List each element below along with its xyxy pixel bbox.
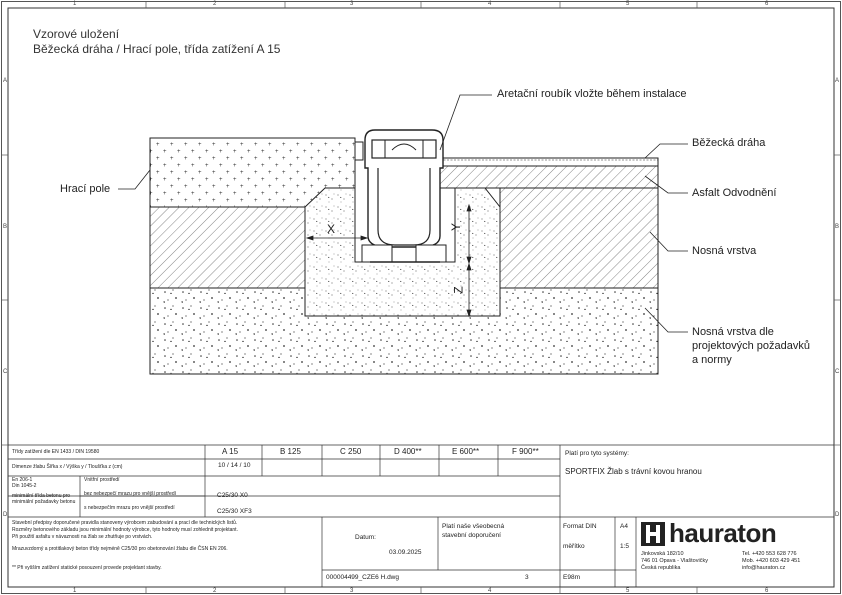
grid-row-d: D (3, 512, 8, 518)
grid-col-5: 5 (626, 1, 630, 7)
load-class-c250: C 250 (340, 447, 362, 456)
grid-col-2-bottom: 2 (213, 588, 217, 594)
hauraton-logo-mark (641, 522, 665, 546)
beton-row-b: bez nebezpečí mrazu pro vnější prostředí (84, 491, 176, 497)
load-class-a15: A 15 (222, 447, 239, 456)
beton-value-2: C25/30 XF3 (217, 508, 252, 515)
callout-base-layer: Nosná vrstva (692, 245, 757, 257)
grid-row-c: C (3, 369, 8, 375)
grid-row-c-right: C (835, 369, 840, 375)
grid-col-3-bottom: 3 (350, 588, 354, 594)
grid-col-1: 1 (73, 1, 77, 7)
dims-row-label: Dimenze žlabu Šířka x / Výška y / Tloušťka z (cm) (12, 464, 123, 470)
date-label: Datum: (355, 534, 376, 541)
beton-value-1: C25/30 X0 (217, 492, 248, 499)
date-value: 03.09.2025 (389, 549, 422, 556)
note-1: Stavební předpisy doporučené pravidla stanoveny výrobcem zabudování a prací dle technických listů. (12, 520, 238, 526)
grid-col-4: 4 (488, 1, 492, 7)
note-5: ** Při vyšším zatížení statické posouzení provede projektant stavby. (12, 565, 162, 571)
recommendation-line2: stavební doporučení (442, 532, 501, 539)
grid-row-a: A (3, 78, 8, 84)
grid-col-4-bottom: 4 (488, 588, 492, 594)
drawing-title-line2: Běžecká dráha / Hrací pole, třída zatížení A 15 (33, 42, 281, 56)
callout-base-project-3: a normy (692, 354, 732, 366)
load-class-f900: F 900** (512, 447, 539, 456)
format-label: Format DIN (563, 523, 597, 530)
sheet-number: 3 (525, 574, 529, 581)
grid-col-6-bottom: 6 (765, 588, 769, 594)
grid-col-6: 6 (765, 1, 769, 7)
brand-name: hauraton (669, 518, 777, 548)
scale-label: měřítko (563, 543, 585, 550)
grid-col-3: 3 (350, 1, 354, 7)
recommendation-line1: Platí naše všeobecná (442, 523, 505, 530)
contact-email: info@hauraton.cz (742, 565, 786, 571)
load-class-d400: D 400** (394, 447, 422, 456)
drawing-title-line1: Vzorové uložení (33, 27, 120, 41)
callout-locking-pin: Aretační roubík vložte během instalace (497, 88, 687, 100)
beton-label-2: Din 1045-2 (12, 483, 37, 489)
load-class-e600: E 600** (452, 447, 480, 456)
beton-label-4: minimální požadavky betonu (12, 499, 76, 505)
load-class-b125: B 125 (280, 447, 301, 456)
drawing-file: 000004499_CZE6 H.dwg (326, 574, 399, 581)
dims-row-value: 10 / 14 / 10 (218, 462, 251, 469)
system-name: SPORTFIX Žlab s trávní kovou hranou (565, 467, 702, 476)
beton-label-1: En 206-1 (12, 477, 33, 483)
address-line2: 746 01 Opava - Vlaštovičky (641, 558, 708, 564)
dimension-x: X (327, 222, 336, 236)
running-track-surface (440, 158, 658, 166)
grid-col-2: 2 (213, 1, 217, 7)
dimension-y: Y (449, 222, 464, 232)
grid-row-b: B (3, 224, 8, 230)
callout-base-project-2: projektových požadavků (692, 340, 811, 352)
load-class-row-label: Třídy zatížení dle EN 1433 / DIN 19580 (12, 449, 100, 455)
contact-mobile: Mob. +420 603 429 451 (742, 558, 801, 564)
address-line1: Jinkovská 182/10 (641, 551, 684, 557)
beton-row-c: s nebezpečím mrazu pro vnější prostředí (84, 505, 175, 511)
beton-label-3: minimální třída betonu pro (12, 493, 71, 499)
channel-body (355, 130, 446, 262)
scale-value: 1:5 (620, 543, 630, 550)
base-layer-right (500, 188, 658, 288)
format-value: A4 (620, 523, 628, 530)
note-2: Rozměry betonového základu jsou minimální hodnoty výrobce, tyto hodnoty musí zohlednit projektant. (12, 527, 238, 533)
callout-base-project-1: Nosná vrstva dle (692, 326, 774, 338)
asphalt-layer (440, 166, 658, 188)
grid-row-b-right: B (835, 224, 840, 230)
beton-row-a: Vnitřní prostředí (84, 477, 120, 483)
grid-col-1-bottom: 1 (73, 588, 77, 594)
address-line3: Česká republika (641, 565, 681, 571)
contact-phone: Tel. +420 553 628 776 (742, 551, 797, 557)
grid-row-d-right: D (835, 512, 840, 518)
grid-row-a-right: A (835, 78, 840, 84)
dimension-z: Z (451, 286, 466, 294)
grid-col-5-bottom: 5 (626, 588, 630, 594)
callout-running-track: Běžecká dráha (692, 137, 766, 149)
drawing-code: E98m (563, 574, 580, 581)
systems-label: Platí pro tyto systémy: (565, 450, 629, 457)
note-4: Mrazuvzdorný a protitlakový beton třídy nejméně C25/30 pro obetonování žlabu dle ČSN EN 206. (12, 546, 228, 552)
callout-play-field: Hrací pole (60, 183, 111, 195)
base-layer-left (150, 207, 305, 288)
note-3: Při použití asfaltu v návaznosti na žlab se zhutňuje po vrstvách. (12, 534, 153, 540)
callout-asphalt: Asfalt Odvodnění (692, 187, 777, 199)
